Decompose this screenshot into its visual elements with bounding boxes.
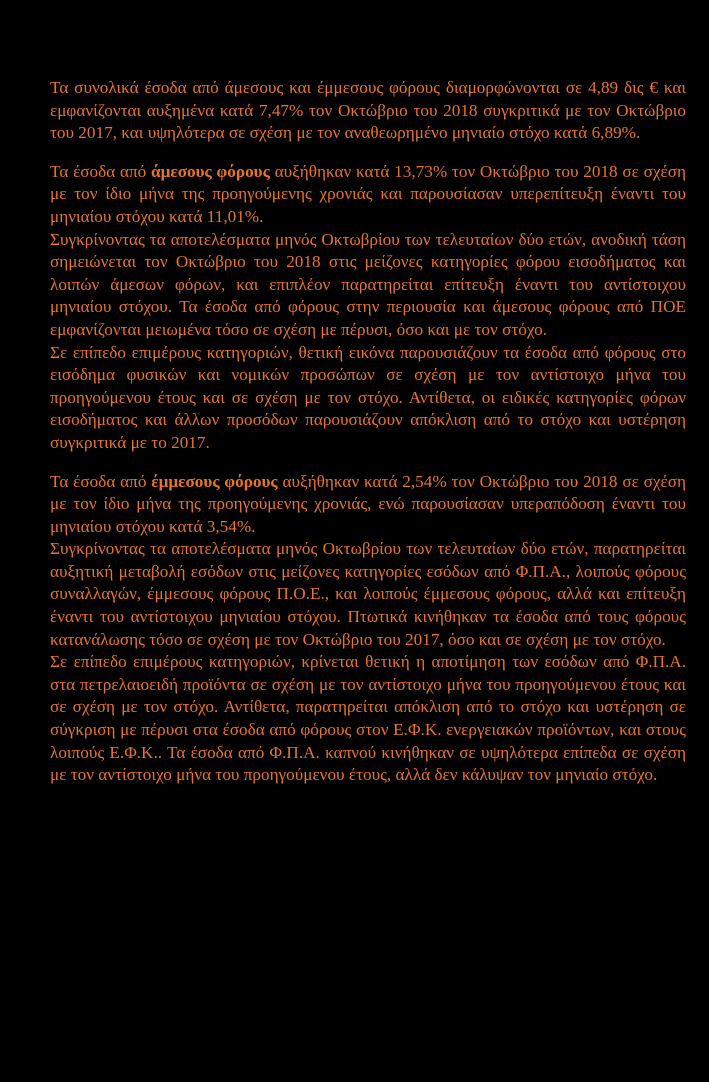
paragraph-direct-taxes-intro [50, 161, 686, 229]
paragraph-indirect-taxes-comparison: Συγκρίνοντας τα αποτελέσματα μηνός Οκτωβρίου των τελευταίων δύο ετών, παρατηρείται αυξητική μεταβολή εσόδων στις μείζονες κατηγορίες εσόδων από Φ.Π.Α., λοιπούς φόρους συναλλαγών, έμμεσους φόρους Π.Ο.Ε., και λοιπούς έμμεσους φόρους, αλλά και επίτευξη έναντι του αντίστοιχου μηνιαίου στόχου. Πτωτικά κινήθηκαν τα έσοδα από τους φόρους κατανάλωσης τόσο σε σχέση με τον Οκτώβριο του 2017, όσο και σε σχέση με τον στόχο. [50, 539, 686, 649]
bold-term-direct-taxes: άμεσους φόρους [151, 161, 270, 181]
paragraph-direct-taxes-comparison: Συγκρίνοντας τα αποτελέσματα μηνός Οκτωβρίου των τελευταίων δύο ετών, ανοδική τάση σημειώνεται τον Οκτώβριο του 2018 στις μείζονες κατηγορίες φόρου εισοδήματος και λοιπών άμεσων φόρων, και επιπλέον παρατηρείται επίτευξη έναντι του αντίστοιχου μηνιαίου στόχου. Τα έσοδα από φόρους στην περιουσία και άμεσους φόρους από ΠΟΕ εμφανίζονται μειωμένα τόσο σε σχέση με πέρυσι, όσο και με τον στόχο. [50, 229, 686, 339]
paragraph-gap [50, 145, 686, 161]
document-body [50, 77, 686, 787]
paragraph-indirect-taxes-intro [50, 471, 686, 539]
bold-term-indirect-taxes: έμμεσους φόρους [151, 471, 278, 491]
text-run: Τα έσοδα από [50, 471, 152, 491]
paragraph-total-revenue: Τα συνολικά έσοδα από άμεσους και έμμεσους φόρους διαμορφώνονται σε 4,89 δις € και εμφανίζονται αυξημένα κατά 7,47% τον Οκτώβριο του 2018 συγκριτικά με τον Οκτώβριο του 2017, και υψηλότερα σε σχέση με τον αναθεωρημένο μηνιαίο στόχο κατά 6,89%. [50, 78, 686, 143]
paragraph-direct-taxes-categories: Σε επίπεδο επιμέρους κατηγοριών, θετική εικόνα παρουσιάζουν τα έσοδα από φόρους στο εισόδημα φυσικών και νομικών προσώπων σε σχέση με τον αντίστοιχο μήνα του προηγούμενου έτους και σε σχέση με τον στόχο. Αντίθετα, οι ειδικές κατηγορίες φόρων εισοδήματος και άλλων προσόδων παρουσιάζουν απόκλιση από το στόχο και υστέρηση συγκριτικά με το 2017. [50, 342, 686, 452]
paragraph-indirect-taxes-categories: Σε επίπεδο επιμέρους κατηγοριών, κρίνεται θετική η αποτίμηση των εσόδων από Φ.Π.Α. στα πετρελαιοειδή προϊόντα σε σχέση με τον αντίστοιχο μήνα του προηγούμενου έτους και σε σχέση με τον στόχο. Αντίθετα, παρατηρείται απόκλιση από το στόχο και υστέρηση σε σύγκριση με πέρυσι στα έσοδα από φόρους στον Ε.Φ.Κ. ενεργειακών προϊόντων, και στους λοιπούς Ε.Φ.Κ.. Τα έσοδα από Φ.Π.Α. καπνού κινήθηκαν σε υψηλότερα επίπεδα σε σχέση με τον αντίστοιχο μήνα του προηγούμενου έτους, αλλά δεν κάλυψαν τον μηνιαίο στόχο. [50, 652, 686, 785]
text-run: αυξήθηκαν κατά 2,54% τον Οκτώβριο του 2018 σε σχέση με τον ίδιο μήνα της προηγούμενης χρονιάς, ενώ παρουσίασαν υπεραπόδοση έναντι του μηνιαίου στόχου κατά 3,54%. [50, 471, 686, 536]
text-run: αυξήθηκαν κατά 13,73% τον Οκτώβριο του 2018 σε σχέση με τον ίδιο μήνα της προηγούμενης χρονιάς και παρουσίασαν υπερεπίτευξη έναντι του μηνιαίου στόχου κατά 11,01%. [50, 161, 686, 226]
paragraph-gap [50, 455, 686, 471]
text-run: Τα έσοδα από [50, 161, 152, 181]
